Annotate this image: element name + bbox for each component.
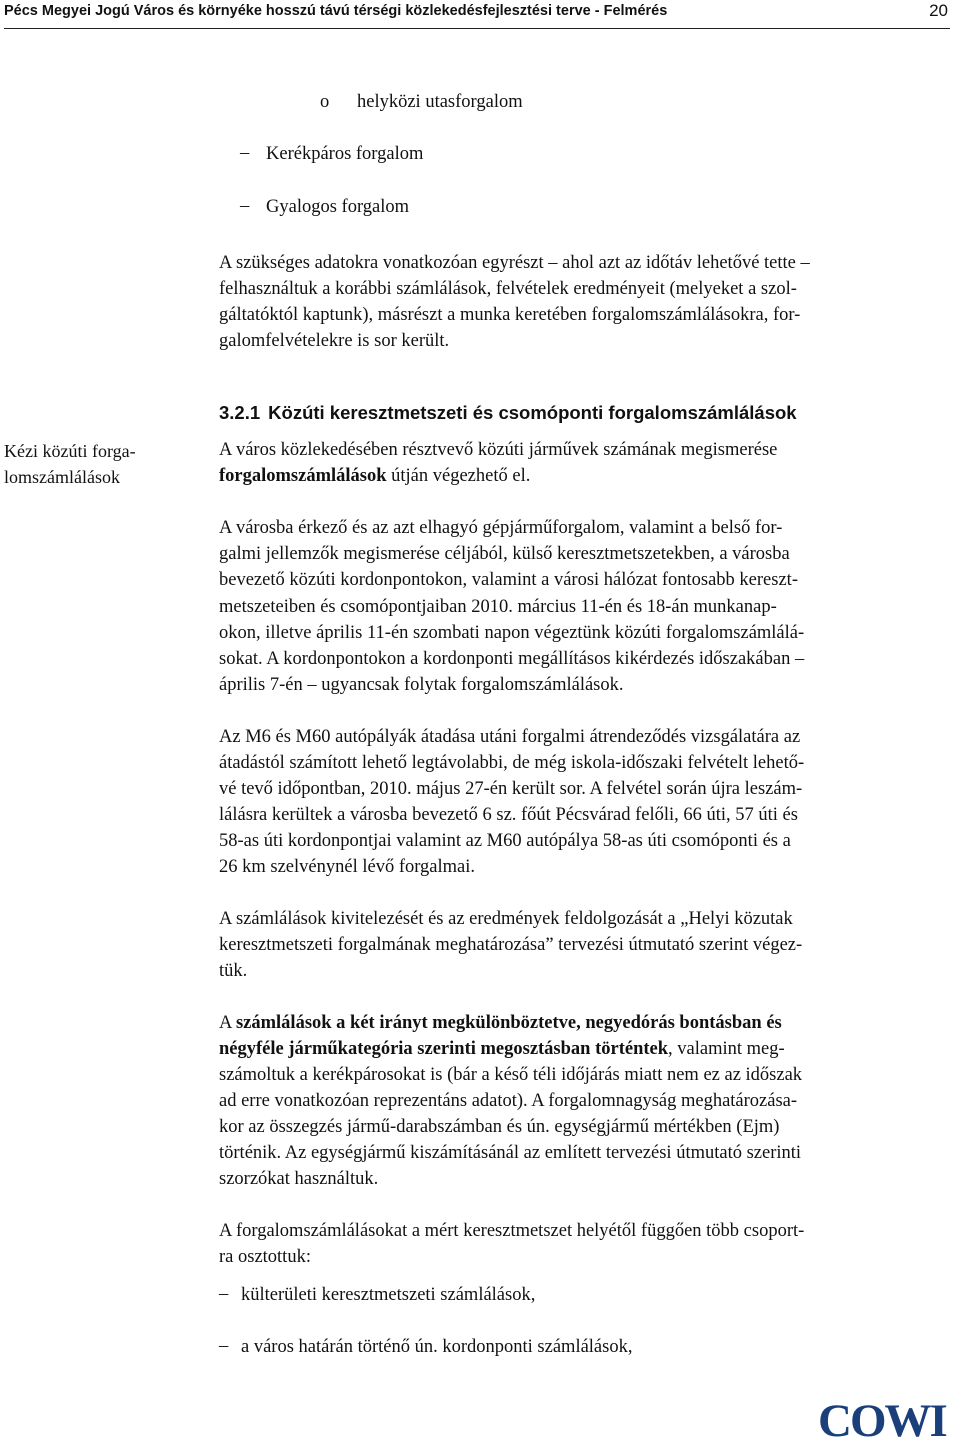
page-header [4,0,950,29]
para6-line [219,1036,785,1062]
bold-phrase: négyféle járműkategória szerinti megosztásban történtek [219,1039,669,1059]
page-number: 20 [929,1,948,20]
para6-line: szorzókat használtuk. [219,1169,379,1189]
para6-line: kor az összegzés jármű-darabszámban és ún. egységjármű mértékben (Ejm) [219,1117,780,1137]
section-heading [219,402,959,424]
margin-note-line: Kézi közúti forga- [4,441,136,461]
para5-line: tük. [219,961,248,981]
list-item: Gyalogos forgalom [266,197,410,217]
para3-line: sokat. A kordonpontokon a kordonponti megállításos kikérdezés időszakában – [219,649,805,669]
para3-line: okon, illetve április 11-én szombati napon végeztünk közúti forgalomszámlálá- [219,623,805,643]
para3-line: bevezető közúti kordonpontokon, valamint a városi hálózat fontosabb kereszt- [219,570,798,590]
para5-line: A számlálások kivitelezését és az eredmények feldolgozását a „Helyi közutak [219,909,793,929]
list-dash: – [219,1336,229,1356]
para3-line: A városba érkező és az azt elhagyó gépjárműforgalom, valamint a belső for- [219,518,783,538]
para1-line: gáltatóktól kaptunk), másrészt a munka keretében forgalomszámlálásokra, for- [219,305,801,325]
para2-line [219,463,530,489]
para4-line: Az M6 és M60 autópályák átadása utáni forgalmi átrendeződés vizsgálatára az [219,727,801,747]
para2-line: A város közlekedésében résztvevő közúti járművek számának megismerése [219,440,778,460]
sub-bullet: o [320,92,330,112]
list-item: külterületi keresztmetszeti számlálások, [241,1285,536,1305]
para6-line: számoltuk a kerékpárosokat is (bár a késő téli időjárás miatt nem ez az időszak [219,1065,803,1085]
para4-line: 58-as úti kordonpontjai valamint az M60 autópálya 58-as úti csomóponti és a [219,831,791,851]
para4-line: 26 km szelvénynél lévő forgalmai. [219,857,476,877]
para1-line: A szükséges adatokra vonatkozóan egyrészt – ahol azt az időtáv lehetővé tette – [219,253,810,273]
para3-line: galmi jellemzők megismerése céljából, külső keresztmetszetekben, a városba [219,544,790,564]
header-title: Pécs Megyei Jogú Város és környéke hosszú távú térségi közlekedésfejlesztési terve - Felmérés [4,3,668,19]
para7-line: ra osztottuk: [219,1247,311,1267]
list-item: helyközi utasforgalom [357,92,523,112]
para3-line: metszeteiben és csomópontjaiban 2010. március 11-én és 18-án munkanap- [219,597,777,617]
bold-phrase: számlálások a két irányt megkülönböztetve, negyedórás bontásban és [235,1013,782,1033]
margin-note-line: lomszámlálások [4,467,120,487]
para3-line: április 7-én – ugyancsak folytak forgalomszámlálások. [219,675,624,695]
list-dash: – [240,196,250,216]
para6-plain: A [219,1013,236,1033]
cowi-logo: COWI [818,1395,946,1447]
list-item: Kerékpáros forgalom [266,144,424,164]
para6-plain: , valamint meg- [668,1039,785,1059]
para7-line: A forgalomszámlálásokat a mért keresztmetszet helyétől függően több csoport- [219,1221,805,1241]
section-number: 3.2.1 [219,402,261,423]
para4-line: lálásra kerültek a városba bevezető 6 sz. főút Pécsvárad felőli, 66 úti, 57 úti és [219,805,798,825]
para4-line: vé tevő időpontban, 2010. május 27-én került sor. A felvétel során újra leszám- [219,779,803,799]
list-dash: – [219,1284,229,1304]
section-title: Közúti keresztmetszeti és csomóponti forgalomszámlálások [268,402,797,423]
para5-line: keresztmetszeti forgalmának meghatározása” tervezési útmutató szerint végez- [219,935,803,955]
para6-line [219,1010,782,1036]
para4-line: átadástól számított lehető legtávolabbi, de még iskola-időszaki felvételt lehető- [219,753,805,773]
list-dash: – [240,143,250,163]
para1-line: galomfelvételekre is sor került. [219,331,450,351]
para6-line: történik. Az egységjármű kiszámításánál az említett tervezési útmutató szerinti [219,1143,802,1163]
bold-term: forgalomszámlálások [219,466,387,486]
para2-rest: útján végezhető el. [386,466,531,486]
para1-line: felhasználtuk a korábbi számlálások, felvételek eredményeit (melyeket a szol- [219,279,797,299]
list-item: a város határán történő ún. kordonponti számlálások, [241,1337,633,1357]
margin-note [4,438,189,490]
para6-line: ad erre vonatkozóan reprezentáns adatot). A forgalomnagyság meghatározása- [219,1091,798,1111]
